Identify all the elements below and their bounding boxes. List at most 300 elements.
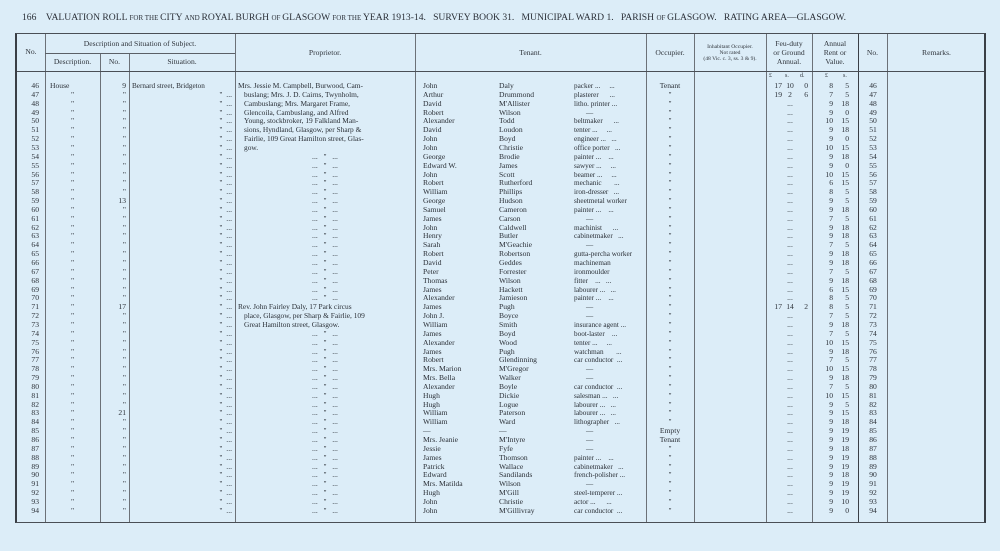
feu-shillings: ... [787, 505, 793, 515]
feu-pence [798, 427, 808, 436]
description: " [70, 125, 75, 135]
occupier: " [668, 187, 672, 197]
feu-shillings: 14 [786, 302, 794, 312]
row-number: 57 [31, 178, 39, 188]
situation: " ... [219, 337, 232, 347]
situation: " ... [219, 284, 232, 294]
row-number: 82 [31, 399, 39, 409]
feu-shillings: ... [787, 293, 793, 303]
rent-pounds: 9 [829, 98, 833, 108]
proprietor-line: Great Hamilton street, Glasgow. [244, 319, 340, 329]
proprietor-ditto: ... " ... [312, 231, 338, 241]
description: " [70, 178, 75, 188]
street-number: " [122, 169, 126, 179]
rent-shillings: 0 [845, 505, 849, 515]
feu-pounds [767, 135, 782, 144]
proprietor-line: Fairlie, 109 Great Hamilton street, Glas- [244, 134, 364, 144]
description: " [70, 266, 75, 276]
proprietor-ditto: ... " ... [312, 452, 338, 462]
street-number: " [122, 417, 126, 427]
occupier: " [668, 213, 672, 223]
tenant-surname: M'Geachie [499, 240, 532, 250]
description: " [70, 213, 75, 223]
title-segment: AND [184, 14, 202, 22]
situation: " ... [219, 399, 232, 409]
description: " [70, 346, 75, 356]
header-description-group: Description and Situation of Subject. [83, 39, 197, 48]
row-number-right: 67 [869, 266, 877, 276]
proprietor-ditto: ... " ... [312, 240, 338, 250]
occupier: " [668, 142, 672, 152]
occupier: " [668, 328, 672, 338]
occupier: " [668, 258, 672, 267]
proprietor-ditto: ... " ... [312, 337, 338, 347]
header-bottom-rule [17, 71, 984, 72]
tenant-first-name: Mrs. Bella [423, 373, 456, 383]
tenant-occupation: litho. printer ... [574, 99, 618, 108]
rent-shillings: 5 [845, 328, 849, 338]
feu-pounds [767, 206, 782, 215]
description: " [70, 196, 75, 206]
tenant-surname: Pugh [499, 346, 515, 356]
tenant-first-name: William [423, 319, 448, 329]
tenant-first-name: Alexander [423, 116, 455, 126]
tenant-occupation: labourer ... ... [574, 400, 616, 409]
proprietor-ditto: ... " ... [312, 328, 338, 338]
tenant-first-name: Alexander [423, 337, 455, 347]
tenant-occupation: — [586, 444, 594, 453]
occupier: " [668, 266, 672, 276]
row-number-right: 81 [869, 390, 877, 400]
rent-shillings: 15 [841, 408, 849, 418]
title-segment: FOR THE [332, 14, 363, 22]
feu-shillings: ... [787, 452, 793, 462]
occupier: " [668, 284, 672, 294]
occupier: " [668, 169, 672, 179]
proprietor-block [238, 303, 413, 330]
feu-shillings: ... [787, 134, 793, 144]
feu-pence [798, 215, 808, 224]
header-occupier: Occupier. [655, 48, 685, 57]
header-proprietor: Proprietor. [308, 48, 342, 57]
row-number: 61 [31, 213, 39, 223]
header-no-right: No. [866, 48, 879, 57]
description: " [70, 222, 75, 232]
tenant-occupation: — [586, 374, 594, 383]
header-inhabitant-line: Not rated [719, 50, 741, 57]
description: " [70, 373, 75, 383]
proprietor-ditto: ... " ... [312, 399, 338, 409]
rent-shillings: 15 [841, 142, 849, 152]
rent-pounds: 6 [829, 178, 833, 188]
street-number: " [122, 222, 126, 232]
feu-pounds [767, 268, 782, 277]
feu-pounds [767, 250, 782, 259]
feu-shillings: ... [787, 151, 793, 161]
row-number-right: 78 [869, 364, 877, 374]
proprietor-ditto: ... " ... [312, 496, 338, 506]
situation: " ... [219, 196, 232, 206]
tenant-surname: Robertson [499, 249, 531, 259]
tenant-surname: M'Gill [499, 488, 519, 498]
feu-shillings: ... [787, 231, 793, 241]
street-number: " [122, 293, 126, 303]
row-number-right: 64 [869, 240, 877, 250]
tenant-occupation: tenter ... ... [574, 338, 612, 347]
occupier: Empty [659, 426, 681, 436]
occupier: " [668, 479, 672, 489]
row-number: 90 [31, 470, 39, 480]
occupier: Tenant [659, 435, 681, 444]
row-number-right: 63 [869, 231, 877, 241]
unit-shillings: s. [785, 73, 789, 79]
tenant-surname: Wallace [499, 461, 524, 471]
feu-shillings: ... [787, 107, 793, 117]
tenant-surname: Jamieson [499, 293, 528, 303]
feu-shillings: ... [787, 346, 793, 356]
occupier: " [668, 89, 672, 99]
occupier: " [668, 240, 672, 250]
title-segment: OF [271, 14, 283, 22]
situation: " ... [219, 89, 232, 99]
rent-pounds: 9 [829, 488, 833, 498]
rent-shillings: 15 [841, 116, 849, 126]
rent-shillings: 18 [841, 151, 849, 161]
description: " [70, 355, 75, 365]
tenant-first-name: David [423, 98, 442, 108]
feu-pence [798, 206, 808, 215]
row-number-right: 57 [869, 178, 877, 188]
description: " [70, 443, 75, 453]
street-number: 9 [122, 81, 126, 90]
feu-shillings: ... [787, 426, 793, 436]
occupier: " [668, 399, 672, 409]
street-number: " [122, 258, 126, 267]
row-number: 86 [31, 435, 39, 444]
unit-pence: d. [800, 73, 805, 79]
tenant-surname: Loudon [499, 125, 523, 135]
rent-pounds: 10 [825, 142, 833, 152]
situation: " ... [219, 204, 232, 214]
proprietor-line: gow. [244, 142, 259, 152]
tenant-surname: Boyle [499, 381, 518, 391]
row-number-right: 52 [869, 134, 877, 144]
description: " [70, 116, 75, 126]
tenant-first-name: James [423, 302, 442, 312]
feu-pence [798, 162, 808, 171]
feu-pence [798, 356, 808, 365]
tenant-surname: Dickie [499, 390, 520, 400]
tenant-occupation: watchman ... [574, 347, 622, 356]
rent-shillings: 15 [841, 390, 849, 400]
proprietor-ditto: ... " ... [312, 417, 338, 427]
feu-shillings: ... [787, 390, 793, 400]
description: " [70, 381, 75, 391]
tenant-surname: Walker [499, 373, 521, 383]
row-number: 46 [31, 81, 39, 90]
feu-pence [798, 498, 808, 507]
tenant-occupation: painter ... ... [574, 453, 614, 462]
tenant-surname: Rutherford [499, 178, 533, 188]
header-annual-rent [812, 39, 858, 66]
tenant-surname: M'Allister [499, 98, 530, 108]
feu-pounds [767, 418, 782, 427]
header-inhabitant [694, 44, 766, 63]
proprietor-ditto: ... " ... [312, 187, 338, 197]
row-number: 68 [31, 275, 39, 285]
tenant-first-name: George [423, 196, 446, 206]
tenant-first-name: Robert [423, 178, 444, 188]
row-number: 55 [31, 160, 39, 170]
row-number: 94 [31, 505, 39, 515]
feu-pounds [767, 348, 782, 357]
rent-shillings: 5 [845, 187, 849, 197]
situation: " ... [219, 488, 232, 498]
street-number: " [122, 328, 126, 338]
tenant-occupation: — [586, 312, 594, 321]
col-divider [694, 34, 695, 522]
tenant-occupation: engineer ... ... [574, 135, 617, 144]
rent-pounds: 10 [825, 364, 833, 374]
description: " [70, 293, 75, 303]
feu-pence [798, 445, 808, 454]
page-number: 166 [22, 12, 37, 23]
rent-pounds: 7 [829, 213, 833, 223]
tenant-first-name: George [423, 151, 446, 161]
feu-shillings: ... [787, 470, 793, 480]
rent-pounds: 9 [829, 107, 833, 117]
occupier: " [668, 160, 672, 170]
proprietor-ditto: ... " ... [312, 284, 338, 294]
tenant-surname: Christie [499, 142, 524, 152]
row-number-right: 53 [869, 142, 877, 152]
rent-pounds: 9 [829, 479, 833, 489]
situation: " ... [219, 107, 232, 117]
situation: " ... [219, 116, 232, 126]
row-number-right: 92 [869, 488, 877, 498]
tenant-first-name: Edward W. [423, 160, 457, 170]
tenant-occupation: — [586, 365, 594, 374]
tenant-occupation: car conductor ... [574, 382, 623, 391]
header-subdivider [45, 53, 235, 54]
rent-shillings: 19 [841, 452, 849, 462]
rent-pounds: 9 [829, 275, 833, 285]
rent-pounds: 9 [829, 160, 833, 170]
feu-pence [798, 392, 808, 401]
rent-shillings: 19 [841, 488, 849, 498]
feu-pounds [767, 330, 782, 339]
situation: " ... [219, 470, 232, 480]
proprietor-ditto: ... " ... [312, 346, 338, 356]
occupier: " [668, 319, 672, 329]
row-number-right: 94 [869, 505, 877, 515]
row-number-right: 48 [869, 98, 877, 108]
street-number: " [122, 266, 126, 276]
feu-pounds [767, 144, 782, 153]
feu-pence [798, 286, 808, 295]
page-heading [46, 12, 846, 23]
row-number: 72 [31, 311, 39, 321]
rent-pounds: 9 [829, 470, 833, 480]
tenant-occupation: — [586, 436, 594, 444]
feu-pounds [767, 162, 782, 171]
street-number: " [122, 134, 126, 144]
tenant-first-name: William [423, 408, 448, 418]
description: " [70, 417, 75, 427]
proprietor-line: place, Glasgow, per Sharp & Fairlie, 109 [244, 311, 365, 321]
rent-pounds: 9 [829, 435, 833, 444]
tenant-surname: Smith [499, 319, 518, 329]
rent-pounds: 9 [829, 505, 833, 515]
occupier: " [668, 505, 672, 515]
proprietor-ditto: ... " ... [312, 160, 338, 170]
occupier: " [668, 337, 672, 347]
tenant-first-name: James [423, 346, 442, 356]
proprietor-ditto: ... " ... [312, 293, 338, 303]
row-number-right: 77 [869, 355, 877, 365]
tenant-surname: Butler [499, 231, 518, 241]
street-number: " [122, 142, 126, 152]
description: " [70, 258, 75, 267]
title-segment: GLASGOW [282, 12, 333, 23]
situation: " ... [219, 311, 232, 321]
situation: " ... [219, 213, 232, 223]
rent-shillings: 5 [845, 293, 849, 303]
row-number: 81 [31, 390, 39, 400]
proprietor-ditto: ... " ... [312, 169, 338, 179]
proprietor-line: Cambuslang; Mrs. Margaret Frame, [244, 98, 350, 108]
feu-pounds [767, 215, 782, 224]
rent-shillings: 19 [841, 435, 849, 444]
feu-shillings: ... [787, 408, 793, 418]
tenant-occupation: machineman [574, 259, 611, 267]
feu-pounds [767, 445, 782, 454]
rent-shillings: 5 [845, 81, 849, 90]
rent-shillings: 15 [841, 284, 849, 294]
occupier: " [668, 496, 672, 506]
row-number: 63 [31, 231, 39, 241]
feu-pounds [767, 409, 782, 418]
tenant-occupation: beltmaker ... [574, 117, 619, 126]
feu-shillings: ... [787, 169, 793, 179]
row-number-right: 55 [869, 160, 877, 170]
tenant-occupation: — [586, 303, 594, 312]
rent-pounds: 9 [829, 443, 833, 453]
rent-shillings: 0 [845, 107, 849, 117]
situation: " ... [219, 258, 232, 267]
feu-pence [798, 454, 808, 463]
title-segment: CITY [160, 12, 185, 23]
header-street-no: No. [108, 57, 121, 66]
rent-shillings: 18 [841, 417, 849, 427]
street-number: " [122, 187, 126, 197]
feu-pence [798, 188, 808, 197]
tenant-surname: Geddes [499, 258, 522, 267]
description: " [70, 249, 75, 259]
tenant-surname: Forrester [499, 266, 527, 276]
rent-shillings: 5 [845, 89, 849, 99]
description: " [70, 426, 75, 436]
description: " [70, 142, 75, 152]
tenant-first-name: Thomas [423, 275, 448, 285]
row-number: 60 [31, 204, 39, 214]
street-number: 13 [118, 196, 126, 206]
situation: " ... [219, 98, 232, 108]
feu-pounds [767, 126, 782, 135]
rent-pounds: 9 [829, 249, 833, 259]
row-number-right: 82 [869, 399, 877, 409]
unit-shillings: s. [843, 73, 847, 79]
feu-shillings: ... [787, 116, 793, 126]
row-number-right: 80 [869, 381, 877, 391]
rent-pounds: 9 [829, 134, 833, 144]
tenant-surname: Thomson [499, 452, 528, 462]
tenant-occupation: iron-dresser ... [574, 188, 620, 197]
feu-pence [798, 383, 808, 392]
occupier: " [668, 381, 672, 391]
occupier: " [668, 443, 672, 453]
col-divider [812, 34, 813, 522]
proprietor-ditto: ... " ... [312, 426, 338, 436]
tenant-occupation: tenter ... ... [574, 126, 612, 135]
header-rent-line: Rent or [823, 48, 847, 57]
rent-pounds: 9 [829, 151, 833, 161]
rent-pounds: 10 [825, 337, 833, 347]
feu-pounds [767, 224, 782, 233]
feu-shillings: ... [787, 417, 793, 427]
street-number: " [122, 275, 126, 285]
rent-shillings: 19 [841, 461, 849, 471]
situation: " ... [219, 461, 232, 471]
row-number-right: 86 [869, 435, 877, 444]
tenant-first-name: James [423, 284, 442, 294]
title-segment: FOR THE [129, 14, 161, 22]
row-number-right: 47 [869, 89, 877, 99]
feu-shillings: ... [787, 275, 793, 285]
col-divider [887, 34, 888, 522]
tenant-surname: Brodie [499, 151, 520, 161]
rent-pounds: 9 [829, 461, 833, 471]
row-number-right: 69 [869, 284, 877, 294]
situation: " ... [219, 496, 232, 506]
tenant-surname: Hackett [499, 284, 523, 294]
feu-pence [798, 463, 808, 472]
tenant-occupation: insurance agent ... [574, 320, 627, 329]
feu-pence [798, 348, 808, 357]
feu-pence [798, 339, 808, 348]
row-number: 67 [31, 266, 39, 276]
proprietor-ditto: ... " ... [312, 488, 338, 498]
feu-pence: 6 [804, 89, 808, 99]
rent-shillings: 15 [841, 169, 849, 179]
tenant-first-name: James [423, 452, 442, 462]
description: " [70, 461, 75, 471]
tenant-occupation: — [586, 480, 594, 489]
tenant-occupation: — [586, 427, 594, 436]
feu-pence [798, 471, 808, 480]
street-number: " [122, 213, 126, 223]
feu-pounds [767, 471, 782, 480]
description: " [70, 204, 75, 214]
rent-pounds: 7 [829, 381, 833, 391]
row-number: 78 [31, 364, 39, 374]
description: " [70, 470, 75, 480]
row-number: 62 [31, 222, 39, 232]
description: " [70, 452, 75, 462]
row-number: 71 [31, 302, 39, 312]
situation: " ... [219, 231, 232, 241]
tenant-occupation: — [586, 241, 594, 250]
